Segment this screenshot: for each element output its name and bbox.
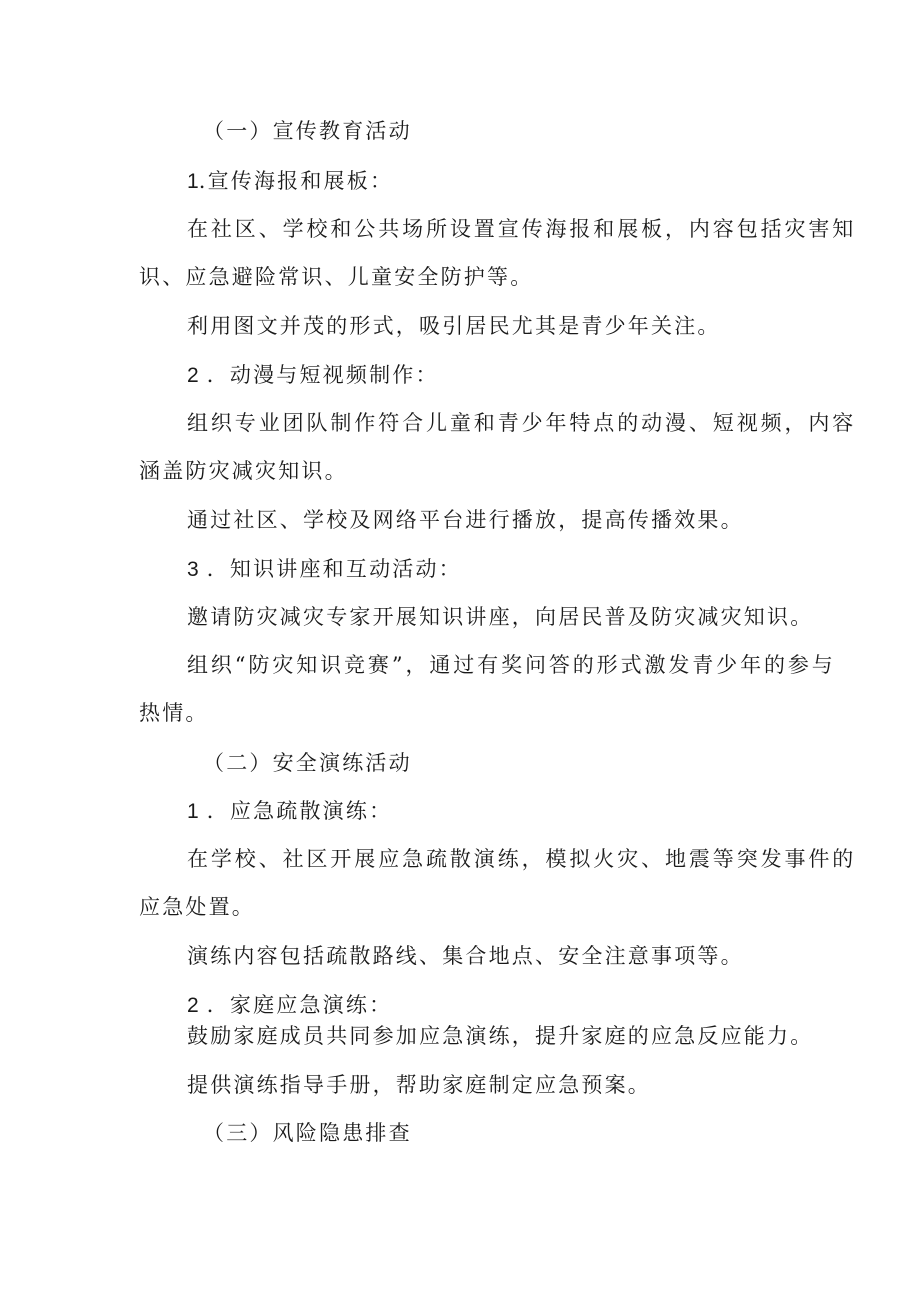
paragraph-line: 演练内容包括疏散路线、集合地点、安全注意事项等。 bbox=[187, 944, 744, 968]
item-title: ．动漫与短视频制作： bbox=[206, 363, 439, 387]
paragraph-line: 利用图文并茂的形式，吸引居民尤其是青少年关注。 bbox=[187, 314, 721, 338]
paragraph-line: 通过社区、学校及网络平台进行播放，提高传播效果。 bbox=[187, 508, 744, 532]
item-heading bbox=[187, 556, 462, 583]
paragraph-line: 识、应急避险常识、儿童安全防护等。 bbox=[139, 265, 534, 289]
paragraph-line: 应急处置。 bbox=[139, 895, 255, 919]
item-title: ．知识讲座和互动活动： bbox=[206, 557, 462, 581]
item-title: ．家庭应急演练： bbox=[206, 993, 393, 1017]
paragraph-line: 组织专业团队制作符合儿童和青少年特点的动漫、短视频，内容 bbox=[187, 411, 857, 435]
paragraph-line: 邀请防灾减灾专家开展知识讲座，向居民普及防灾减灾知识。 bbox=[187, 605, 814, 629]
paragraph-line: 热情。 bbox=[139, 701, 209, 725]
paragraph-line: 提供演练指导手册，帮助家庭制定应急预案。 bbox=[187, 1073, 651, 1097]
item-number: 1 bbox=[187, 170, 199, 193]
item-title: ．应急疏散演练： bbox=[206, 799, 393, 823]
item-heading bbox=[187, 362, 439, 389]
item-number: 3 bbox=[187, 558, 199, 581]
item-heading bbox=[187, 992, 392, 1019]
paragraph-line: 在社区、学校和公共场所设置宣传海报和展板，内容包括灾害知 bbox=[187, 217, 857, 241]
item-number: 1 bbox=[187, 800, 199, 823]
item-heading bbox=[187, 168, 393, 195]
paragraph-line: 组织“防灾知识竞赛”，通过有奖问答的形式激发青少年的参与 bbox=[187, 653, 836, 677]
item-number: 2 bbox=[187, 364, 199, 387]
section-heading-2: （二）安全演练活动 bbox=[203, 751, 412, 775]
paragraph-line: 涵盖防灾减灾知识。 bbox=[139, 459, 348, 483]
item-title: .宣传海报和展板： bbox=[198, 169, 394, 193]
section-heading-1: （一）宣传教育活动 bbox=[203, 119, 412, 143]
item-number: 2 bbox=[187, 994, 199, 1017]
item-heading bbox=[187, 798, 392, 825]
paragraph-line: 鼓励家庭成员共同参加应急演练，提升家庭的应急反应能力。 bbox=[187, 1024, 814, 1048]
paragraph-line: 在学校、社区开展应急疏散演练，模拟火灾、地震等突发事件的 bbox=[187, 847, 857, 871]
section-heading-3: （三）风险隐患排查 bbox=[203, 1121, 412, 1145]
